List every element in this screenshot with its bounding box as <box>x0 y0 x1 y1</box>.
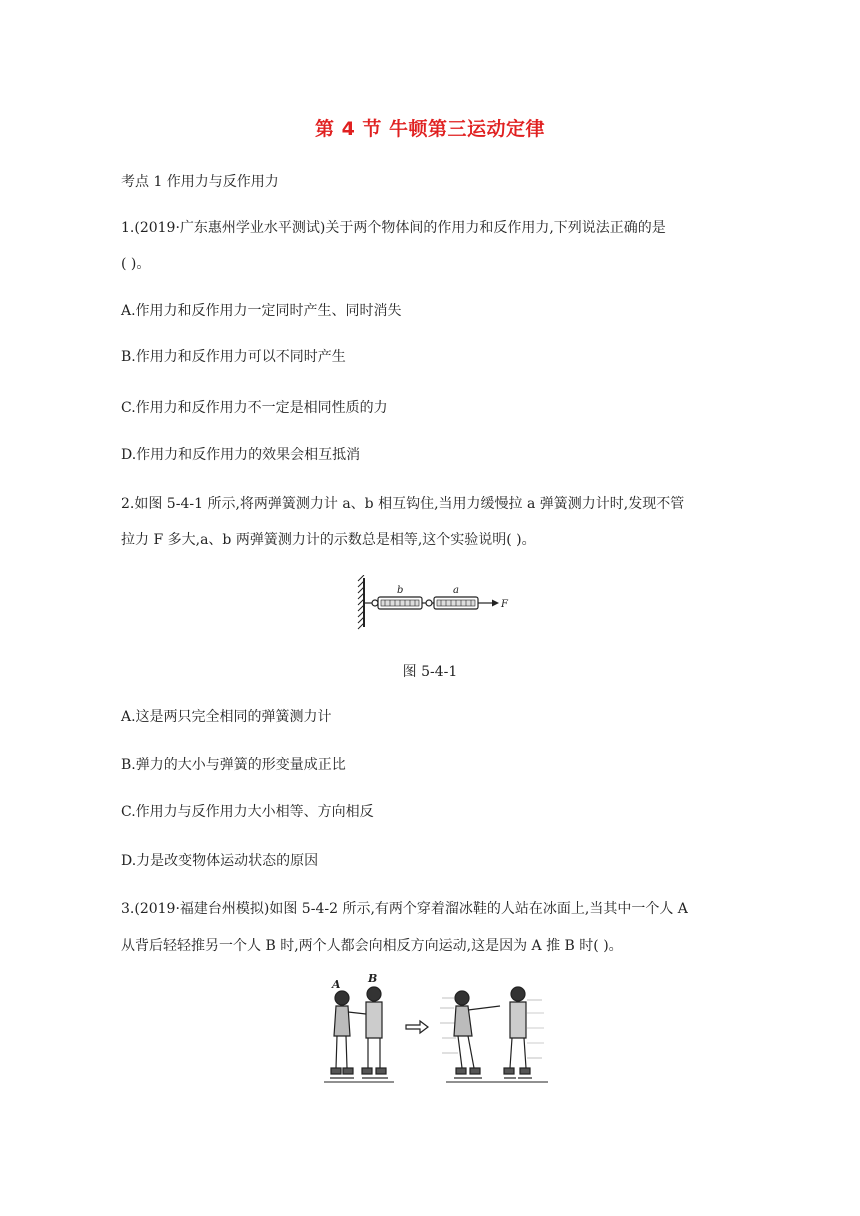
q1-option-c: C.作用力和反作用力不一定是相同性质的力 <box>121 400 388 416</box>
person-b-label: B <box>368 972 378 985</box>
skaters-figure <box>322 968 556 1090</box>
q2-option-a: A.这是两只完全相同的弹簧测力计 <box>121 709 332 725</box>
q2-stem-line2: 拉力 F 多大,a、b 两弹簧测力计的示数总是相等,这个实验说明( )。 <box>121 532 536 548</box>
person-b-after <box>504 987 532 1078</box>
person-a-after <box>454 991 500 1078</box>
q2-option-c: C.作用力与反作用力大小相等、方向相反 <box>121 804 374 820</box>
q1-option-d: D.作用力和反作用力的效果会相互抵消 <box>121 447 361 463</box>
q2-option-d: D.力是改变物体运动状态的原因 <box>121 853 319 869</box>
q1-option-b: B.作用力和反作用力可以不同时产生 <box>121 349 346 365</box>
q2-option-b: B.弹力的大小与弹簧的形变量成正比 <box>121 757 346 773</box>
transition-arrow-icon <box>406 1021 428 1033</box>
person-a-before <box>330 991 366 1078</box>
section-heading: 考点 1 作用力与反作用力 <box>121 174 279 190</box>
spring-scale-figure <box>350 575 510 631</box>
person-b-before <box>362 987 388 1078</box>
q2-stem-line1: 2.如图 5-4-1 所示,将两弹簧测力计 a、b 相互钩住,当用力缓慢拉 a 弹簧测力计时,发现不管 <box>121 496 685 512</box>
scale-b-label: b <box>397 585 404 596</box>
force-f-label: F <box>501 599 508 610</box>
page-title: 第 4 节 牛顿第三运动定律 <box>314 118 546 140</box>
q1-stem-line1: 1.(2019·广东惠州学业水平测试)关于两个物体间的作用力和反作用力,下列说法正确的是 <box>121 220 666 236</box>
q1-stem-line2: ( )。 <box>121 256 151 272</box>
scale-a-label: a <box>453 585 459 596</box>
q1-option-a: A.作用力和反作用力一定同时产生、同时消失 <box>121 303 402 319</box>
q3-stem-line2: 从背后轻轻推另一个人 B 时,两个人都会向相反方向运动,这是因为 A 推 B 时( )。 <box>121 938 623 954</box>
q3-stem-line1: 3.(2019·福建台州模拟)如图 5-4-2 所示,有两个穿着溜冰鞋的人站在冰面上,当其中一个人 A <box>121 901 688 917</box>
figure-caption: 图 5-4-1 <box>402 664 458 680</box>
person-a-label: A <box>332 978 341 991</box>
